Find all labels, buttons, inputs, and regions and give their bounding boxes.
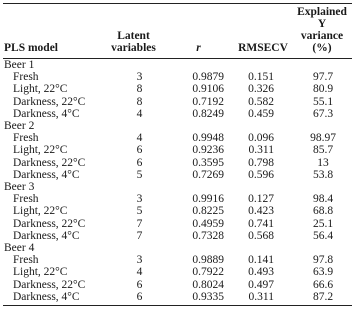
table-header bbox=[3, 4, 352, 59]
rmsecv-cell: 0.568 bbox=[248, 229, 274, 242]
rmsecv-cell: 0.459 bbox=[248, 107, 274, 120]
rmsecv-cell: 0.127 bbox=[248, 193, 274, 206]
explained-variance-cell: 25.1 bbox=[312, 217, 334, 230]
rmsecv-cell: 0.741 bbox=[248, 217, 274, 230]
latent-variables-cell: 8 bbox=[136, 95, 143, 108]
latent-variables-cell: 6 bbox=[136, 144, 143, 157]
r-cell: 0.9916 bbox=[192, 193, 224, 206]
explained-variance-cell: 56.4 bbox=[312, 229, 334, 242]
r-cell: 0.7328 bbox=[192, 229, 224, 242]
table-row bbox=[3, 218, 352, 230]
latent-variables-cell: 6 bbox=[136, 278, 143, 291]
rmsecv-cell: 0.798 bbox=[248, 156, 274, 169]
rmsecv-cell: 0.423 bbox=[248, 205, 274, 218]
pls-results-table bbox=[3, 3, 352, 306]
explained-variance-cell: 97.7 bbox=[312, 71, 334, 84]
latent-variables-cell: 7 bbox=[136, 217, 143, 230]
latent-variables-cell: 7 bbox=[136, 229, 143, 242]
explained-variance-cell: 98.4 bbox=[312, 193, 334, 206]
latent-variables-cell: 5 bbox=[136, 168, 143, 181]
r-cell: 0.7269 bbox=[192, 168, 224, 181]
latent-variables-cell: 3 bbox=[136, 193, 143, 206]
explained-variance-cell: 98.97 bbox=[310, 132, 336, 145]
r-cell: 0.8249 bbox=[192, 107, 224, 120]
rmsecv-cell: 0.141 bbox=[248, 254, 274, 267]
explained-variance-cell: 68.8 bbox=[312, 205, 334, 218]
rmsecv-cell: 0.493 bbox=[248, 266, 274, 279]
table-row bbox=[3, 157, 352, 169]
group-row bbox=[3, 242, 352, 254]
condition-cell: Light, 22°C bbox=[13, 205, 68, 218]
rmsecv-cell: 0.151 bbox=[248, 71, 274, 84]
r-cell: 0.9879 bbox=[192, 71, 224, 84]
condition-cell: Light, 22°C bbox=[13, 266, 68, 279]
latent-variables-cell: 4 bbox=[136, 266, 143, 279]
explained-variance-cell: 97.8 bbox=[312, 254, 334, 267]
header-row bbox=[3, 4, 352, 59]
condition-cell: Fresh bbox=[13, 193, 39, 206]
explained-variance-cell: 67.3 bbox=[312, 107, 334, 120]
rmsecv-cell: 0.582 bbox=[248, 95, 274, 108]
rmsecv-cell: 0.311 bbox=[248, 144, 274, 157]
latent-variables-cell: 3 bbox=[136, 254, 143, 267]
table-row bbox=[3, 279, 352, 291]
r-cell: 0.9335 bbox=[163, 291, 234, 306]
latent-variables-cell: 4 bbox=[136, 132, 143, 145]
header-rmsecv: RMSECV bbox=[234, 4, 292, 59]
table-row bbox=[3, 96, 352, 108]
rmsecv-cell: 0.311 bbox=[234, 291, 292, 306]
table-row bbox=[3, 83, 352, 95]
condition-cell: Darkness, 4°C bbox=[13, 229, 80, 242]
table-row bbox=[3, 108, 352, 120]
latent-variables-cell: 6 bbox=[104, 291, 163, 306]
group-label: Beer 3 bbox=[4, 181, 35, 194]
condition-cell: Fresh bbox=[13, 254, 39, 267]
explained-variance-cell: 87.2 bbox=[292, 291, 352, 306]
table-row bbox=[3, 266, 352, 278]
condition-cell: Darkness, 4°C bbox=[3, 291, 104, 306]
table-row bbox=[3, 254, 352, 266]
table-row bbox=[3, 144, 352, 156]
table-row bbox=[3, 291, 352, 306]
r-cell: 0.7192 bbox=[192, 95, 224, 108]
condition-cell: Fresh bbox=[13, 71, 39, 84]
r-cell: 0.9106 bbox=[192, 83, 224, 96]
table-row bbox=[3, 132, 352, 144]
explained-variance-cell: 63.9 bbox=[312, 266, 334, 279]
table-row bbox=[3, 205, 352, 217]
r-cell: 0.3595 bbox=[192, 156, 224, 169]
rmsecv-cell: 0.596 bbox=[248, 168, 274, 181]
header-pls-model: PLS model bbox=[3, 4, 104, 59]
group-label: Beer 4 bbox=[4, 242, 35, 255]
latent-variables-cell: 3 bbox=[136, 71, 143, 84]
group-row bbox=[3, 181, 352, 193]
condition-cell: Darkness, 4°C bbox=[13, 168, 80, 181]
table-row bbox=[3, 169, 352, 181]
group-label: Beer 2 bbox=[4, 120, 35, 133]
condition-cell: Light, 22°C bbox=[13, 144, 68, 157]
table-body bbox=[3, 59, 352, 306]
header-r: r bbox=[163, 4, 234, 59]
explained-variance-cell: 85.7 bbox=[312, 144, 334, 157]
r-cell: 0.9236 bbox=[192, 144, 224, 157]
condition-cell: Fresh bbox=[13, 132, 39, 145]
table-row bbox=[3, 193, 352, 205]
condition-cell: Darkness, 22°C bbox=[13, 156, 86, 169]
r-cell: 0.7922 bbox=[192, 266, 224, 279]
header-explained-variance: Explained Y variance (%) bbox=[292, 4, 352, 59]
condition-cell: Darkness, 22°C bbox=[13, 95, 86, 108]
latent-variables-cell: 5 bbox=[136, 205, 143, 218]
latent-variables-cell: 4 bbox=[136, 107, 143, 120]
r-cell: 0.4959 bbox=[192, 217, 224, 230]
rmsecv-cell: 0.096 bbox=[248, 132, 274, 145]
table-row bbox=[3, 230, 352, 242]
group-row bbox=[3, 120, 352, 132]
latent-variables-cell: 6 bbox=[136, 156, 143, 169]
r-cell: 0.8225 bbox=[192, 205, 224, 218]
explained-variance-cell: 53.8 bbox=[312, 168, 334, 181]
rmsecv-cell: 0.326 bbox=[248, 83, 274, 96]
condition-cell: Darkness, 22°C bbox=[13, 217, 86, 230]
condition-cell: Darkness, 4°C bbox=[13, 107, 80, 120]
group-row bbox=[3, 59, 352, 72]
r-cell: 0.9948 bbox=[192, 132, 224, 145]
r-cell: 0.9889 bbox=[192, 254, 224, 267]
explained-variance-cell: 13 bbox=[317, 156, 329, 169]
group-label: Beer 1 bbox=[4, 59, 35, 71]
condition-cell: Darkness, 22°C bbox=[13, 278, 86, 291]
r-cell: 0.8024 bbox=[192, 278, 224, 291]
condition-cell: Light, 22°C bbox=[13, 83, 68, 96]
rmsecv-cell: 0.497 bbox=[248, 278, 274, 291]
header-latent-variables: Latent variables bbox=[104, 4, 163, 59]
explained-variance-cell: 80.9 bbox=[312, 83, 334, 96]
latent-variables-cell: 8 bbox=[136, 83, 143, 96]
explained-variance-cell: 66.6 bbox=[312, 278, 334, 291]
explained-variance-cell: 55.1 bbox=[312, 95, 334, 108]
table-row bbox=[3, 71, 352, 83]
